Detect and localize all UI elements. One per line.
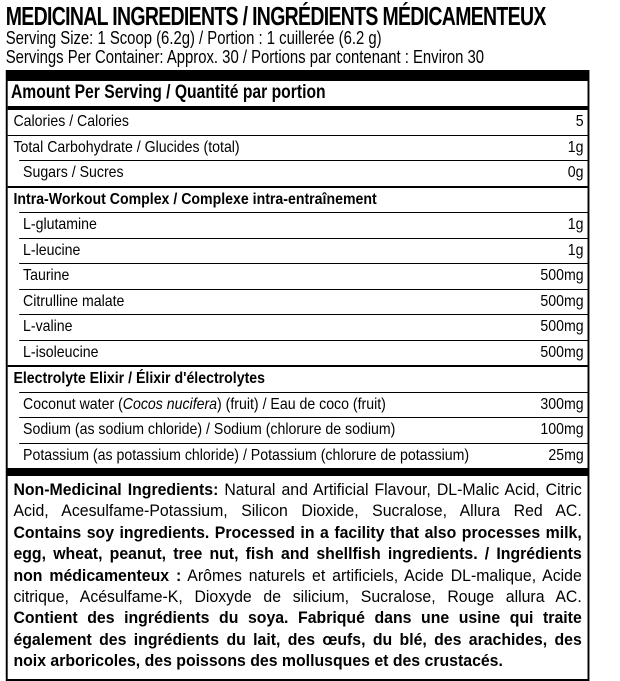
allergen-statement-en: Contains soy ingredients. Processed in a facility that also processes milk, egg, wheat, peanut, tree nut, fish and shellfish ingredients. / Ingrédients non médicamenteux : — [13, 523, 582, 585]
nutrient-rows — [8, 106, 588, 468]
row-total-carbohydrate — [8, 135, 588, 161]
row-label-italic: Cocos nucifera — [122, 395, 218, 413]
row-l-valine — [19, 314, 587, 340]
row-l-glutamine — [19, 212, 587, 238]
non-medicinal-text-en: Natural and Artificial Flavour, DL-Malic Acid, Citric Acid, Acesulfame-Potassium, Silicon Dioxide, Sucralose, Allura Red AC. — [13, 481, 582, 521]
row-label: Sodium (as sodium chloride) / Sodium (chlorure de sodium) — [23, 421, 396, 439]
row-label: Taurine — [23, 267, 70, 285]
servings-per-container: Servings Per Container: Approx. 30 / Portions par contenant : Environ 30 — [5, 47, 485, 67]
nutrient-table — [6, 79, 590, 470]
row-value: 300mg — [540, 395, 584, 413]
row-value: 500mg — [540, 318, 584, 336]
row-sugars — [19, 160, 587, 186]
row-value: 500mg — [540, 343, 584, 361]
row-sodium — [19, 417, 587, 443]
row-label-pre: Coconut water ( — [23, 395, 123, 413]
row-potassium — [19, 443, 587, 469]
non-medicinal-text-fr: Arômes naturels et artificiels, Acide DL-malique, Acide citrique, Acésulfame-K, Dioxyde de silicium, Sucralose, Rouge allura AC. — [13, 566, 582, 607]
row-taurine — [19, 263, 587, 289]
row-label: Calories / Calories — [13, 113, 129, 131]
row-calories — [8, 110, 588, 135]
row-intra-workout-complex — [8, 186, 588, 213]
row-value: 500mg — [540, 267, 584, 285]
row-electrolyte-elixir — [8, 365, 588, 392]
row-citrulline-malate — [19, 289, 587, 315]
panel-title: MEDICINAL INGREDIENTS / INGRÉDIENTS MÉDICAMENTEUX — [5, 1, 546, 31]
row-value: 1g — [567, 216, 584, 234]
row-label: L-valine — [23, 318, 73, 336]
allergen-statement-fr: Contient des ingrédients du soya. Fabriqué dans une usine qui traite également des ingrédients du lait, des œufs, du blé, des arachides, des noix arboricoles, des poissons des mollusques et des crustacés. — [13, 609, 582, 671]
row-value: 100mg — [540, 421, 584, 439]
row-value: 500mg — [540, 292, 584, 310]
row-value: 1g — [567, 138, 584, 156]
row-l-leucine — [19, 238, 587, 264]
row-label: Intra-Workout Complex / Complexe intra-entraînement — [13, 190, 377, 208]
non-medicinal-ingredients — [6, 470, 590, 681]
row-label: Electrolyte Elixir / Élixir d'électrolytes — [13, 370, 266, 388]
row-value: 5 — [575, 113, 584, 131]
row-l-isoleucine — [19, 340, 587, 366]
thick-divider — [6, 70, 590, 79]
serving-size: Serving Size: 1 Scoop (6.2g) / Portion : 1 cuillerée (6.2 g) — [5, 28, 382, 48]
non-medicinal-label: Non-Medicinal Ingredients: — [13, 481, 219, 499]
row-label — [23, 396, 386, 414]
row-label: Total Carbohydrate / Glucides (total) — [13, 138, 240, 156]
row-label: Sugars / Sucres — [23, 164, 124, 182]
row-value: 25mg — [548, 446, 584, 464]
row-value: 1g — [567, 241, 584, 259]
row-label: L-leucine — [23, 241, 81, 259]
row-label: L-isoleucine — [23, 343, 99, 361]
row-value: 0g — [567, 164, 584, 182]
row-label: Potassium (as potassium chloride) / Potassium (chlorure de potassium) — [23, 446, 470, 464]
amount-per-serving-header: Amount Per Serving / Quantité par portion — [10, 82, 326, 103]
row-label: Citrulline malate — [23, 292, 125, 310]
row-label: L-glutamine — [23, 216, 97, 234]
row-coconut-water — [19, 392, 587, 418]
row-label-post: ) (fruit) / Eau de coco (fruit) — [217, 395, 386, 413]
